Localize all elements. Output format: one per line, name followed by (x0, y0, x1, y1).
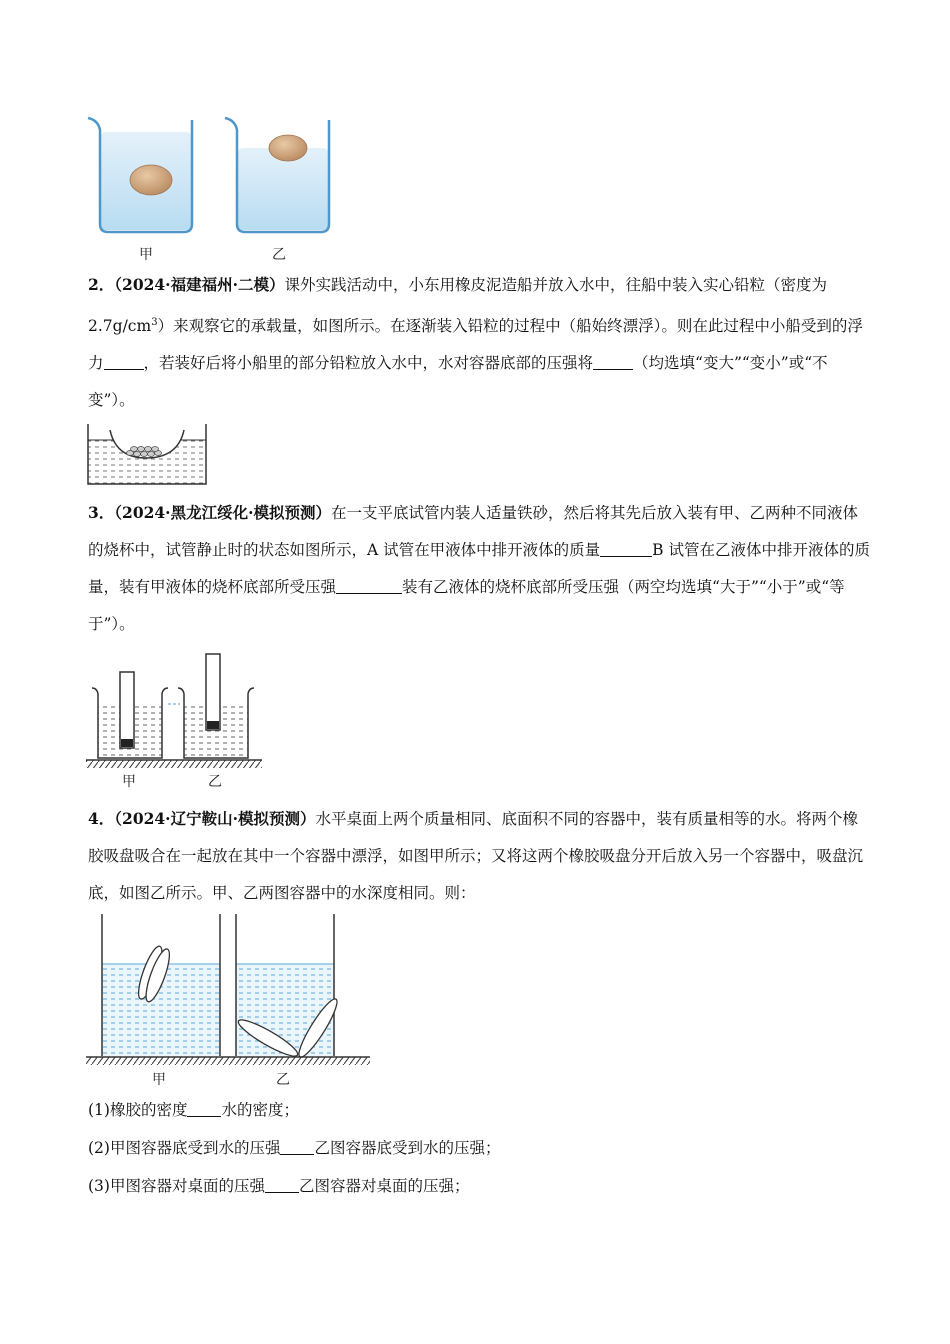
fig4-label-left: 甲 (152, 1072, 166, 1088)
fig4-label-right: 乙 (276, 1072, 290, 1088)
fig3-label-left: 甲 (122, 774, 136, 790)
beaker-left (88, 118, 192, 232)
beaker-b (178, 654, 254, 758)
sub-question-text: 乙图容器底受到水的压强； (314, 1139, 501, 1157)
question-4 (88, 800, 870, 912)
test-tube-a (120, 672, 134, 748)
answer-blank[interactable] (336, 578, 402, 595)
figure-suction-cups (86, 912, 370, 1092)
sub-question-1 (88, 1100, 299, 1120)
lead-pellets (127, 447, 162, 457)
fig1-label-right: 乙 (272, 247, 286, 263)
figure-boat-pellets (86, 420, 210, 488)
question-number: 2． (88, 275, 115, 294)
iron-sand-a (121, 739, 133, 747)
answer-blank[interactable] (104, 354, 144, 371)
sub-question-text: (2)甲图容器底受到水的压强 (88, 1139, 281, 1157)
beaker-a (92, 672, 168, 758)
question-text: 装有乙液体的烧杯底部所受压强（两空均选填“大于”“小于”或“等于”）。 (88, 578, 845, 633)
question-source: （2024·福建福州·二模） (114, 275, 285, 294)
answer-blank[interactable] (593, 354, 633, 371)
question-text: （均选填“变大”“变小”或“不变”）。 (88, 354, 828, 410)
question-text: B 试管在乙液体中排开液体的质量，装有甲液体的烧杯底部所受压强 (88, 541, 870, 596)
table-surface (86, 760, 262, 768)
iron-sand-b (207, 721, 219, 729)
question-number: 3． (88, 503, 115, 522)
question-text: ）来观察它的承载量，如图所示。在逐渐装入铅粒的过程中（船始终漂浮）。则在此过程中小船受到的浮力 (88, 317, 863, 373)
container-a (102, 914, 220, 1056)
sub-question-text: 乙图容器对桌面的压强； (298, 1177, 470, 1195)
superscript: 3 (151, 317, 158, 328)
question-source: （2024·辽宁鞍山·模拟预测） (114, 809, 316, 828)
figure-beakers-eggs (80, 110, 350, 265)
sub-question-3 (88, 1176, 469, 1196)
question-text: ，若装好后将小船里的部分铅粒放入水中，水对容器底部的压强将 (143, 354, 594, 373)
answer-blank[interactable] (187, 1101, 221, 1118)
sub-question-text: (1)橡胶的密度 (88, 1101, 188, 1119)
test-tube-b (206, 654, 220, 730)
question-3 (88, 494, 870, 643)
sub-question-text: 水的密度； (221, 1101, 299, 1119)
sub-question-text: (3)甲图容器对桌面的压强 (88, 1177, 265, 1195)
question-number: 4． (88, 809, 115, 828)
question-text: 在一支平底试管内装人适量铁砂，然后将其先后放入装有甲、乙两种不同液体的烧杯中，试管静止时的状态如图所示，A 试管在甲液体中排开液体的质量 (88, 504, 858, 559)
figure-test-tubes (86, 650, 262, 792)
question-text: 水平桌面上两个质量相同、底面积不同的容器中，装有质量相等的水。将两个橡胶吸盘吸合在一起放在其中一个容器中漂浮，如图甲所示；又将这两个橡胶吸盘分开后放入另一个容器中，吸盘沉底，如图乙所示。甲、乙两图容器中的水深度相同。则： (88, 810, 864, 902)
question-text: 课外实践活动中，小东用橡皮泥造船并放入水中，往船中装入实心铅粒（密度为2.7g/cm (88, 276, 827, 336)
egg-floating (269, 135, 307, 161)
sub-question-2 (88, 1138, 500, 1158)
beaker-right (225, 118, 329, 232)
container-b (235, 914, 342, 1061)
fig3-label-right: 乙 (208, 774, 222, 790)
egg-sunk (130, 165, 172, 195)
question-2 (88, 266, 870, 419)
question-source: （2024·黑龙江绥化·模拟预测） (114, 503, 331, 522)
answer-blank[interactable] (265, 1177, 299, 1194)
answer-blank[interactable] (600, 541, 652, 558)
fig1-label-left: 甲 (139, 247, 153, 263)
table-surface (86, 1057, 370, 1065)
answer-blank[interactable] (280, 1139, 314, 1156)
